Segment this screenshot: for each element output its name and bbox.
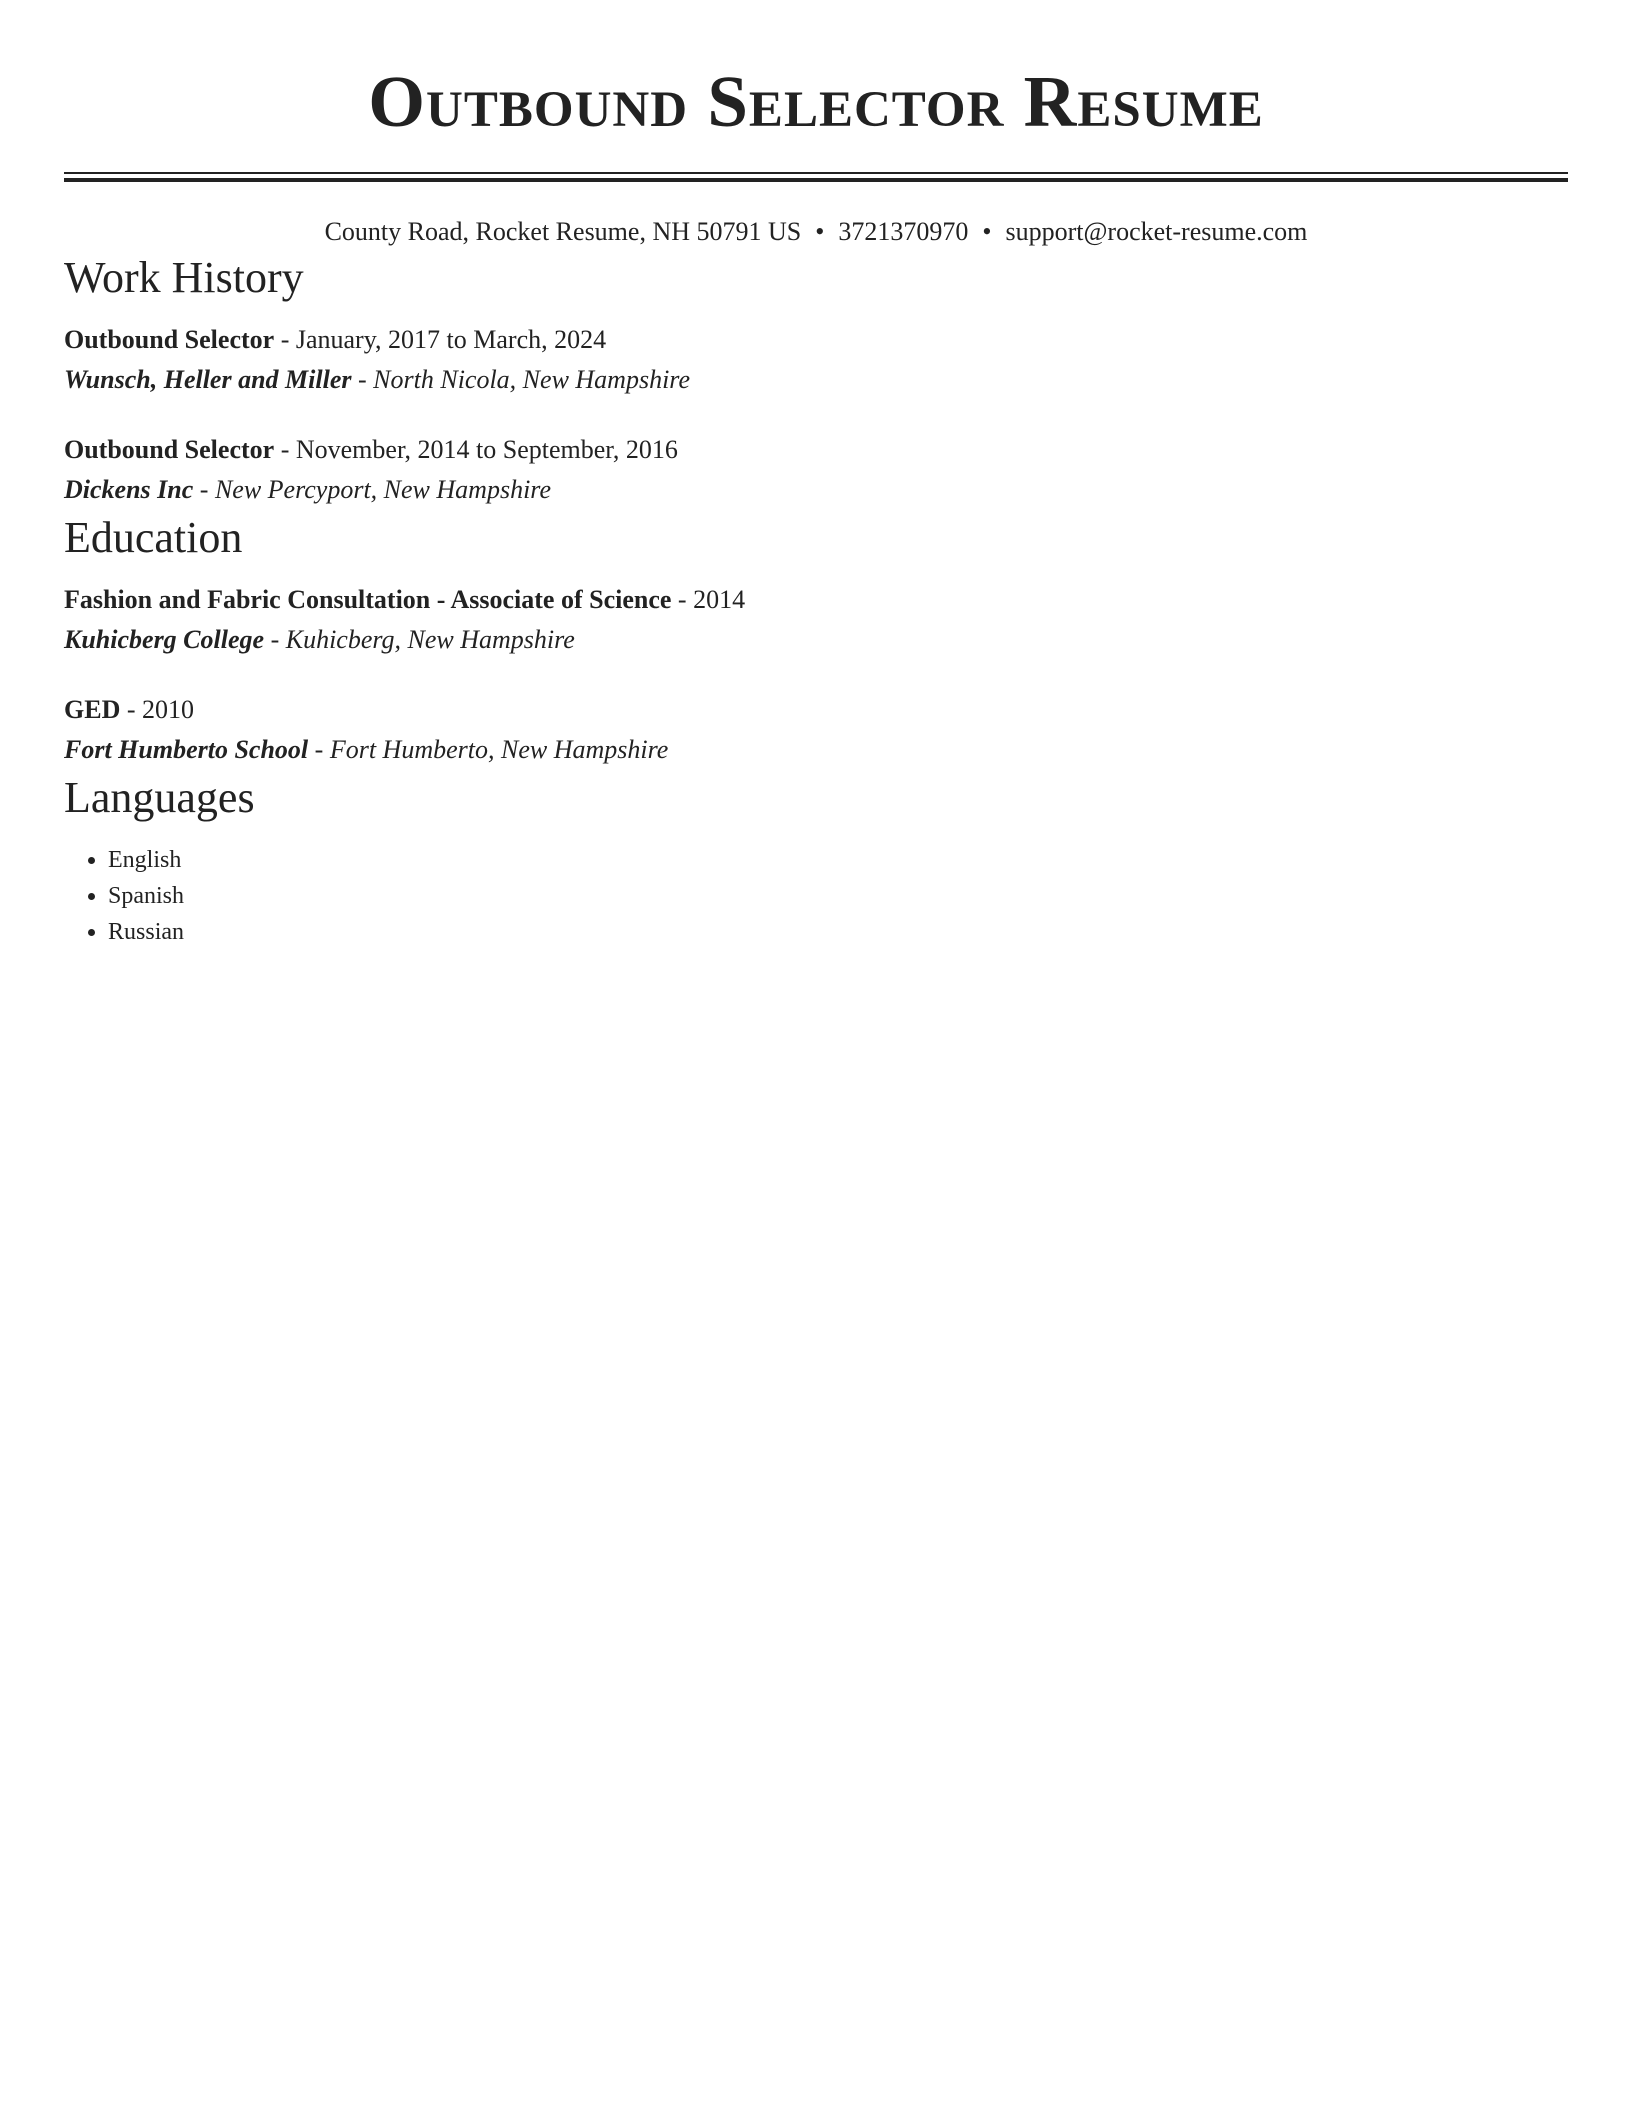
education-degree: GED: [64, 695, 121, 724]
work-location: New Percyport, New Hampshire: [214, 475, 551, 504]
work-entry-title-line: [64, 430, 1568, 470]
language-item: • English: [108, 842, 1568, 878]
work-role: Outbound Selector: [64, 325, 275, 354]
work-location: North Nicola, New Hampshire: [373, 365, 690, 394]
education-entry: [64, 690, 1568, 770]
work-entry: [64, 430, 1568, 510]
education-heading: Education: [64, 513, 243, 562]
dash: -: [264, 625, 286, 654]
dash: -: [274, 435, 296, 464]
dash: -: [120, 695, 143, 724]
work-employer: Wunsch, Heller and Miller: [64, 365, 352, 394]
dash: -: [671, 585, 694, 614]
education-year: 2014: [693, 585, 746, 614]
dash: -: [274, 325, 296, 354]
resume-title: Outbound Selector Resume: [368, 61, 1264, 142]
work-role: Outbound Selector: [64, 435, 275, 464]
title-double-rule: [64, 172, 1568, 182]
education-entry-degree-line: [64, 690, 1568, 730]
work-entry-title-line: [64, 320, 1568, 360]
work-entry-employer-line: [64, 360, 1568, 400]
language-item: • Russian: [108, 914, 1568, 950]
work-entry: [64, 320, 1568, 400]
education-school: Fort Humberto School: [64, 735, 309, 764]
education-school: Kuhicberg College: [64, 625, 265, 654]
work-entry-employer-line: [64, 470, 1568, 510]
work-history-heading: Work History: [64, 253, 304, 302]
education-entry-degree-line: [64, 580, 1568, 620]
education-location: Fort Humberto, New Hampshire: [329, 735, 669, 764]
language-item: • Spanish: [108, 878, 1568, 914]
contact-phone: 3721370970: [838, 217, 969, 246]
dash: -: [308, 735, 330, 764]
education-entry-school-line: [64, 730, 1568, 770]
dash: -: [351, 365, 374, 394]
education-year: 2010: [142, 695, 195, 724]
dash: -: [193, 475, 215, 504]
languages-list: [64, 842, 1568, 950]
contact-email: support@rocket-resume.com: [1005, 217, 1308, 246]
contact-address: County Road, Rocket Resume, NH 50791 US: [324, 217, 802, 246]
education-degree: Fashion and Fabric Consultation - Associate of Science: [64, 585, 672, 614]
contact-separator: •: [815, 217, 825, 246]
work-dates: November, 2014 to September, 2016: [295, 435, 678, 464]
work-dates: January, 2017 to March, 2024: [295, 325, 607, 354]
work-employer: Dickens Inc: [64, 475, 194, 504]
education-location: Kuhicberg, New Hampshire: [285, 625, 575, 654]
contact-separator: •: [982, 217, 992, 246]
languages-heading: Languages: [64, 773, 255, 822]
contact-line: [64, 214, 1568, 250]
education-entry: [64, 580, 1568, 660]
education-entry-school-line: [64, 620, 1568, 660]
